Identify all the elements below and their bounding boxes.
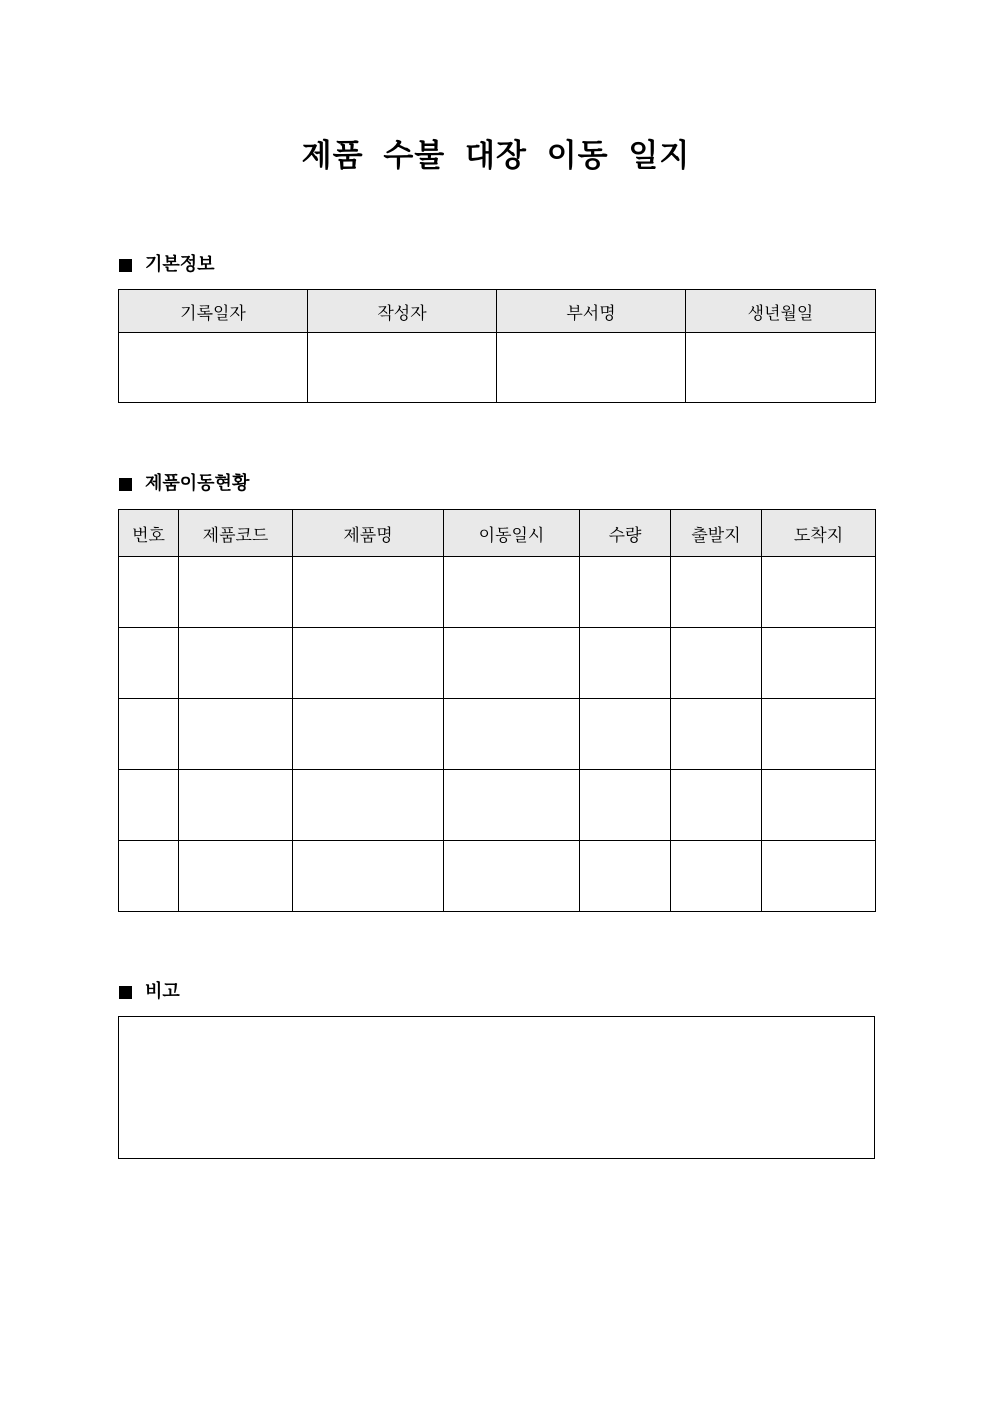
- table-cell[interactable]: [179, 841, 293, 912]
- table-cell[interactable]: [179, 628, 293, 699]
- section-heading-movement: [119, 472, 249, 496]
- table-cell[interactable]: [580, 699, 671, 770]
- table-cell[interactable]: [580, 841, 671, 912]
- header-product-code: 제품코드: [179, 510, 293, 557]
- header-department: 부서명: [497, 290, 686, 333]
- table-cell[interactable]: [119, 628, 179, 699]
- table-cell[interactable]: [179, 557, 293, 628]
- header-quantity: 수량: [580, 510, 671, 557]
- table-cell[interactable]: [762, 841, 876, 912]
- square-bullet-icon: [119, 478, 132, 491]
- record-date-cell[interactable]: [119, 333, 308, 403]
- movement-table: [118, 509, 876, 912]
- table-cell[interactable]: [293, 628, 444, 699]
- table-cell[interactable]: [119, 770, 179, 841]
- table-cell[interactable]: [179, 699, 293, 770]
- table-cell[interactable]: [762, 699, 876, 770]
- table-row: [119, 699, 876, 770]
- table-cell[interactable]: [671, 770, 762, 841]
- remarks-box[interactable]: [118, 1016, 875, 1159]
- table-cell[interactable]: [444, 699, 580, 770]
- table-row: [119, 557, 876, 628]
- author-cell[interactable]: [308, 333, 497, 403]
- table-cell[interactable]: [762, 557, 876, 628]
- header-moved-at: 이동일시: [444, 510, 580, 557]
- department-cell[interactable]: [497, 333, 686, 403]
- table-cell[interactable]: [580, 628, 671, 699]
- table-cell[interactable]: [580, 770, 671, 841]
- table-cell[interactable]: [293, 557, 444, 628]
- section-heading-label: 제품이동현황: [145, 473, 250, 494]
- table-header-row: [119, 510, 876, 557]
- header-author: 작성자: [308, 290, 497, 333]
- square-bullet-icon: [119, 259, 132, 272]
- table-cell[interactable]: [119, 557, 179, 628]
- table-header-row: [119, 290, 876, 333]
- table-row: [119, 841, 876, 912]
- table-cell[interactable]: [580, 557, 671, 628]
- square-bullet-icon: [119, 986, 132, 999]
- table-cell[interactable]: [671, 841, 762, 912]
- header-number: 번호: [119, 510, 179, 557]
- page-title: 제품 수불 대장 이동 일지: [301, 138, 691, 174]
- table-cell[interactable]: [444, 841, 580, 912]
- birthdate-cell[interactable]: [686, 333, 876, 403]
- table-cell[interactable]: [444, 770, 580, 841]
- table-cell[interactable]: [293, 770, 444, 841]
- table-cell[interactable]: [671, 699, 762, 770]
- table-cell[interactable]: [293, 841, 444, 912]
- table-cell[interactable]: [119, 699, 179, 770]
- table-cell[interactable]: [671, 557, 762, 628]
- basic-info-table: [118, 289, 876, 403]
- section-heading-label: 기본정보: [145, 254, 215, 275]
- section-heading-label: 비고: [145, 981, 180, 1002]
- table-cell[interactable]: [671, 628, 762, 699]
- table-row: [119, 333, 876, 403]
- section-heading-remarks: [119, 980, 180, 1004]
- table-cell[interactable]: [762, 628, 876, 699]
- table-cell[interactable]: [179, 770, 293, 841]
- header-destination: 도착지: [762, 510, 876, 557]
- table-row: [119, 628, 876, 699]
- table-row: [119, 770, 876, 841]
- header-record-date: 기록일자: [119, 290, 308, 333]
- header-product-name: 제품명: [293, 510, 444, 557]
- section-heading-basic-info: [119, 253, 215, 277]
- table-cell[interactable]: [444, 628, 580, 699]
- table-cell[interactable]: [119, 841, 179, 912]
- header-birthdate: 생년월일: [686, 290, 876, 333]
- table-cell[interactable]: [762, 770, 876, 841]
- header-origin: 출발지: [671, 510, 762, 557]
- table-cell[interactable]: [293, 699, 444, 770]
- table-cell[interactable]: [444, 557, 580, 628]
